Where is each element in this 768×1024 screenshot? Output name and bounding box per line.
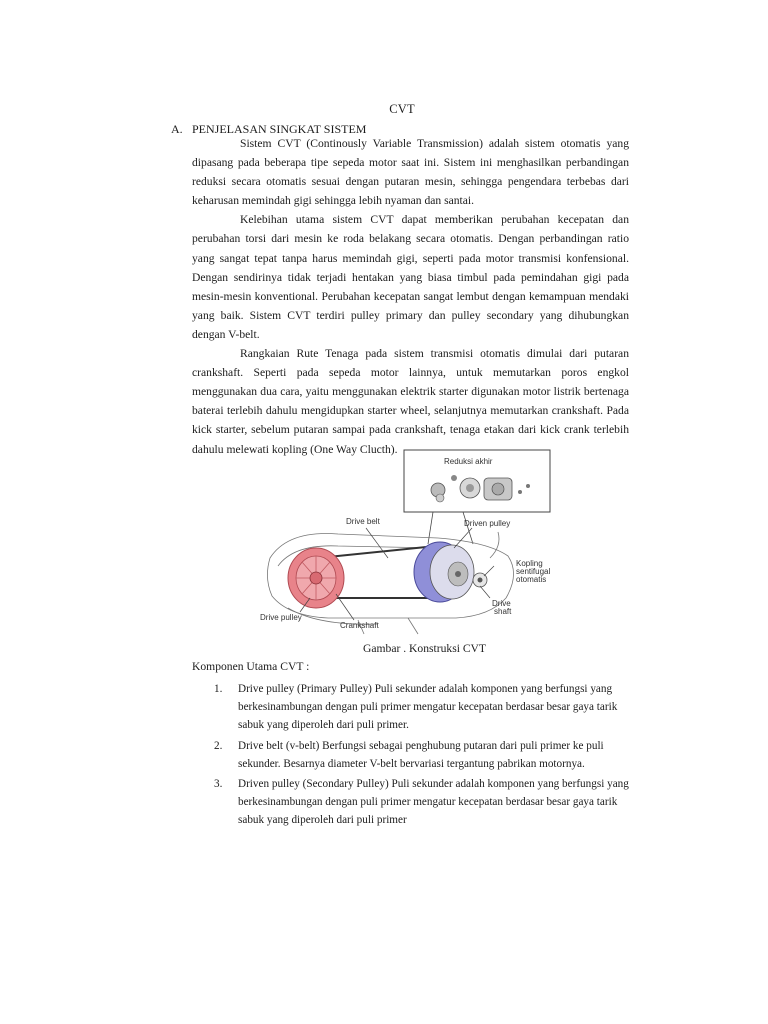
section-number: A. [171,122,183,136]
paragraph-1: Sistem CVT (Continously Variable Transmission) adalah sistem otomatis yang dipasang pada beberapa tipe sepeda motor saat ini. Sistem ini menghasilkan perbandingan reduksi secara otomatis sesuai dengan putaran mesin, sehingga pengendara terbebas dari keharusan memindah gigi sehingga lebih nyaman dan santai. [192,137,629,208]
label-kopling-line-3: otomatis [516,575,547,584]
label-drive-shaft-line-1: Drive [492,599,511,608]
label-kopling-line-1: Kopling [516,559,543,568]
driven-pulley [414,542,474,602]
list-marker: 2. [214,739,223,752]
list-item [192,680,632,735]
body-text [192,134,629,459]
paragraph-3: Rangkaian Rute Tenaga pada sistem transmisi otomatis dimulai dari putaran crankshaft. Seperti pada sepeda motor lainnya, untuk memutarkan poros engkol menggunakan dua cara, yaitu menggunakan elektrik starter digunakan motor listrik bertenaga baterai terlebih dahulu mengidupkan starter wheel, selanjutnya memutarkan crankshaft. Pada kick starter, sebelum putaran sampai pada crankshaft, tenaga etakan dari kick crank terlebih dahulu melewati kopling (One Way Clucth). [192,347,629,456]
label-kopling-line-2: sentifugal [516,567,551,576]
section-heading-text: PENJELASAN SINGKAT SISTEM [192,122,367,136]
label-crankshaft: Crankshaft [340,621,379,630]
label-drive-belt: Drive belt [346,517,380,526]
components-list [192,680,632,832]
list-item [192,775,632,830]
label-reduksi: Reduksi akhir [444,457,493,466]
label-driven-pulley: Driven pulley [464,519,511,528]
list-marker: 3. [214,778,223,791]
list-marker: 1. [214,683,223,695]
document-title: CVT [389,102,415,116]
list-item-text: Drive pulley (Primary Pulley) Puli sekunder adalah komponen yang berfungsi yang berkesinambungan dengan puli primer mengatur kecepatan berdasar besar gaya tarik sabuk yang diperoleh dari puli primer. [238,683,618,732]
cvt-diagram [258,448,554,636]
cvt-construction-figure [258,448,554,636]
paragraph-2: Kelebihan utama sistem CVT dapat memberikan perubahan kecepatan dan perubahan torsi dari mesin ke roda belakang secara otomatis. Dengan perbandingan ratio yang sangat tepat tanpa harus memindah gigi, seperti pada motor transmisi konfensional. Dengan sendirinya tidak terjadi hentakan yang biasa timbul pada pemindahan gigi pada mesin-mesin konventional. Perubahan kecepatan sangat lembut dengan kemampuan mendaki yang baik. Sistem CVT terdiri pulley primary dan pulley secondary yang dihubungkan dengan V-belt. [192,213,629,341]
label-drive-pulley: Drive pulley [260,613,302,622]
components-title: Komponen Utama CVT : [192,660,310,673]
drive-pulley [288,548,344,608]
figure-caption: Gambar . Konstruksi CVT [363,642,487,655]
label-drive-shaft-line-2: shaft [494,607,512,616]
list-item [192,737,632,773]
list-item-text: Drive belt (v-belt) Berfungsi sebagai penghubung putaran dari puli primer ke puli sekunder. Besarnya diameter V-belt bervariasi tergantung pabrikan motornya. [238,739,604,770]
list-item-text: Driven pulley (Secondary Pulley) Puli sekunder adalah komponen yang berfungsi yang berkesinambungan dengan puli primer mengatur kecepatan berdasar besar gaya tarik sabuk yang diperoleh dari puli primer [238,778,629,827]
